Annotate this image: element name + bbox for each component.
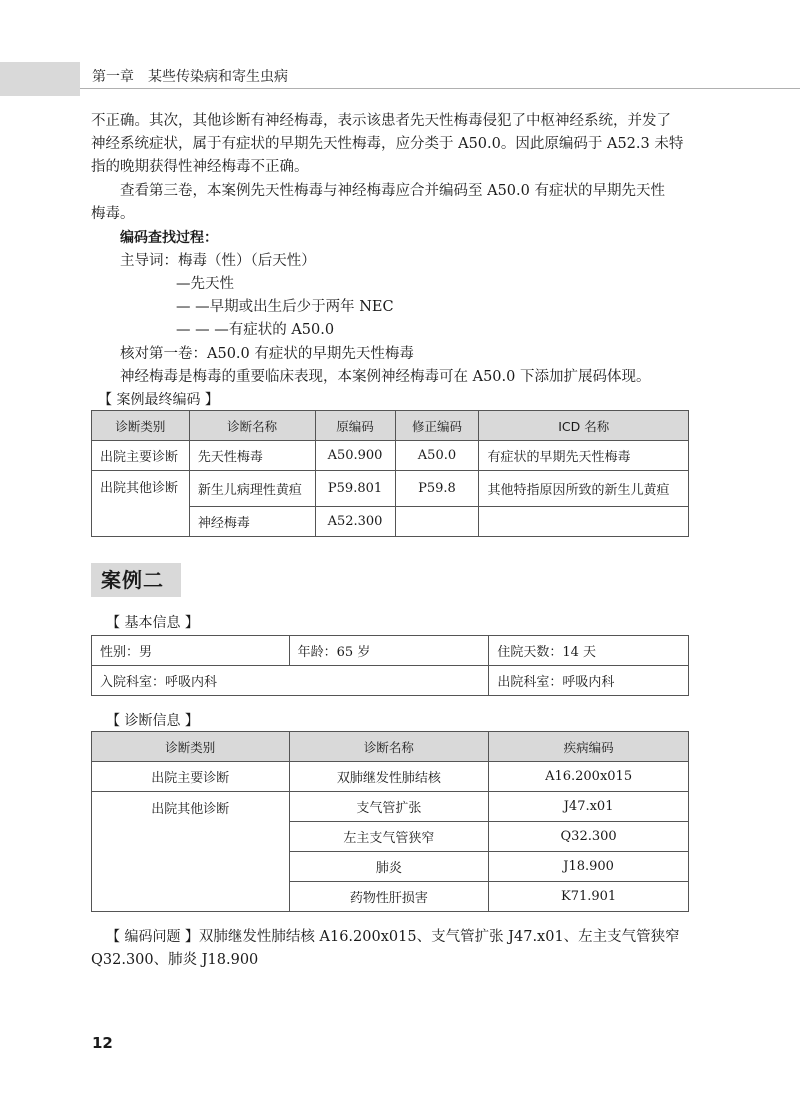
gender-cell: 性别：男: [92, 636, 290, 666]
sub-term-1: —先天性: [176, 276, 234, 292]
table-cell: [479, 507, 689, 537]
table-cell: [395, 507, 479, 537]
table-cell: 药物性肝损害: [289, 882, 489, 912]
table-row: [92, 762, 689, 792]
diag-info-title: 【 诊断信息 】: [106, 713, 199, 729]
table-cell: J47.x01: [489, 792, 689, 822]
table-cell: 神经梅毒: [189, 507, 315, 537]
table-cell: 新生儿病理性黄疸: [189, 471, 315, 507]
table-cell: A50.900: [315, 441, 395, 471]
header-rule: [80, 88, 800, 89]
table-cell: 出院主要诊断: [92, 441, 190, 471]
table-cell: 左主支气管狭窄: [289, 822, 489, 852]
final-code-table: [91, 410, 689, 537]
para2-line1: 查看第三卷，本案例先天性梅毒与神经梅毒应合并编码至 A50.0 有症状的早期先天性: [120, 183, 665, 199]
table-cell: P59.8: [395, 471, 479, 507]
table-cell: 支气管扩张: [289, 792, 489, 822]
table-cell: A52.300: [315, 507, 395, 537]
sub-term-3: — — —有症状的 A50.0: [176, 322, 335, 338]
col-header: 原编码: [315, 411, 395, 441]
table-cell: K71.901: [489, 882, 689, 912]
verify-line: 核对第一卷：A50.0 有症状的早期先天性梅毒: [120, 346, 414, 362]
col-header: 诊断类别: [92, 732, 290, 762]
table-row: [92, 666, 689, 696]
col-header: 诊断名称: [189, 411, 315, 441]
table-cell: A50.0: [395, 441, 479, 471]
table-row: [92, 636, 689, 666]
table-cell: 出院其他诊断: [92, 792, 290, 912]
para1-line2: 神经系统症状，属于有症状的早期先天性梅毒，应分类于 A50.0。因此原编码于 A52.3 未特: [91, 136, 684, 152]
note-line: 神经梅毒是梅毒的重要临床表现，本案例神经梅毒可在 A50.0 下添加扩展码体现。: [120, 369, 651, 385]
final-code-title: 【 案例最终编码 】: [98, 392, 219, 408]
stay-cell: 住院天数：14 天: [489, 636, 689, 666]
table-row: [92, 471, 689, 507]
header-band: [0, 62, 80, 96]
lookup-title: 编码查找过程：: [120, 230, 218, 246]
coding-problem-line1: [106, 926, 680, 949]
table-cell: Q32.300: [489, 822, 689, 852]
table-cell: 出院其他诊断: [92, 471, 190, 537]
para2-line2: 梅毒。: [91, 206, 135, 222]
table-cell: A16.200x015: [489, 762, 689, 792]
table-cell: 肺炎: [289, 852, 489, 882]
sub-term-2: — —早期或出生后少于两年 NEC: [176, 299, 394, 315]
coding-problem-text: 双肺继发性肺结核 A16.200x015、支气管扩张 J47.x01、左主支气管狭窄: [198, 929, 680, 945]
table-cell: 先天性梅毒: [189, 441, 315, 471]
discharge-dept-cell: 出院科室：呼吸内科: [489, 666, 689, 696]
col-header: 修正编码: [395, 411, 479, 441]
col-header: ICD 名称: [479, 411, 689, 441]
col-header: 疾病编码: [489, 732, 689, 762]
basic-info-table: [91, 635, 689, 696]
table-cell: 其他特指原因所致的新生儿黄疸: [479, 471, 689, 507]
table-header-row: [92, 732, 689, 762]
page-number: 12: [92, 1034, 113, 1052]
coding-problem-label: 【 编码问题 】: [106, 929, 199, 945]
admit-dept-cell: 入院科室：呼吸内科: [92, 666, 489, 696]
basic-info-title: 【 基本信息 】: [106, 615, 199, 631]
col-header: 诊断类别: [92, 411, 190, 441]
main-term: 主导词：梅毒（性）（后天性）: [120, 253, 316, 269]
table-header-row: [92, 411, 689, 441]
table-cell: 有症状的早期先天性梅毒: [479, 441, 689, 471]
table-cell: 出院主要诊断: [92, 762, 290, 792]
table-row: [92, 441, 689, 471]
table-cell: J18.900: [489, 852, 689, 882]
para1-line1: 不正确。其次，其他诊断有神经梅毒，表示该患者先天性梅毒侵犯了中枢神经系统，并发了: [91, 113, 671, 129]
coding-problem-line2: Q32.300、肺炎 J18.900: [91, 952, 259, 968]
age-cell: 年龄：65 岁: [289, 636, 489, 666]
table-cell: P59.801: [315, 471, 395, 507]
table-row: [92, 792, 689, 822]
case2-title: 案例二: [91, 563, 181, 597]
chapter-title: 第一章 某些传染病和寄生虫病: [92, 69, 288, 85]
col-header: 诊断名称: [289, 732, 489, 762]
para1-line3: 指的晚期获得性神经梅毒不正确。: [91, 159, 309, 175]
diag-info-table: [91, 731, 689, 912]
table-cell: 双肺继发性肺结核: [289, 762, 489, 792]
